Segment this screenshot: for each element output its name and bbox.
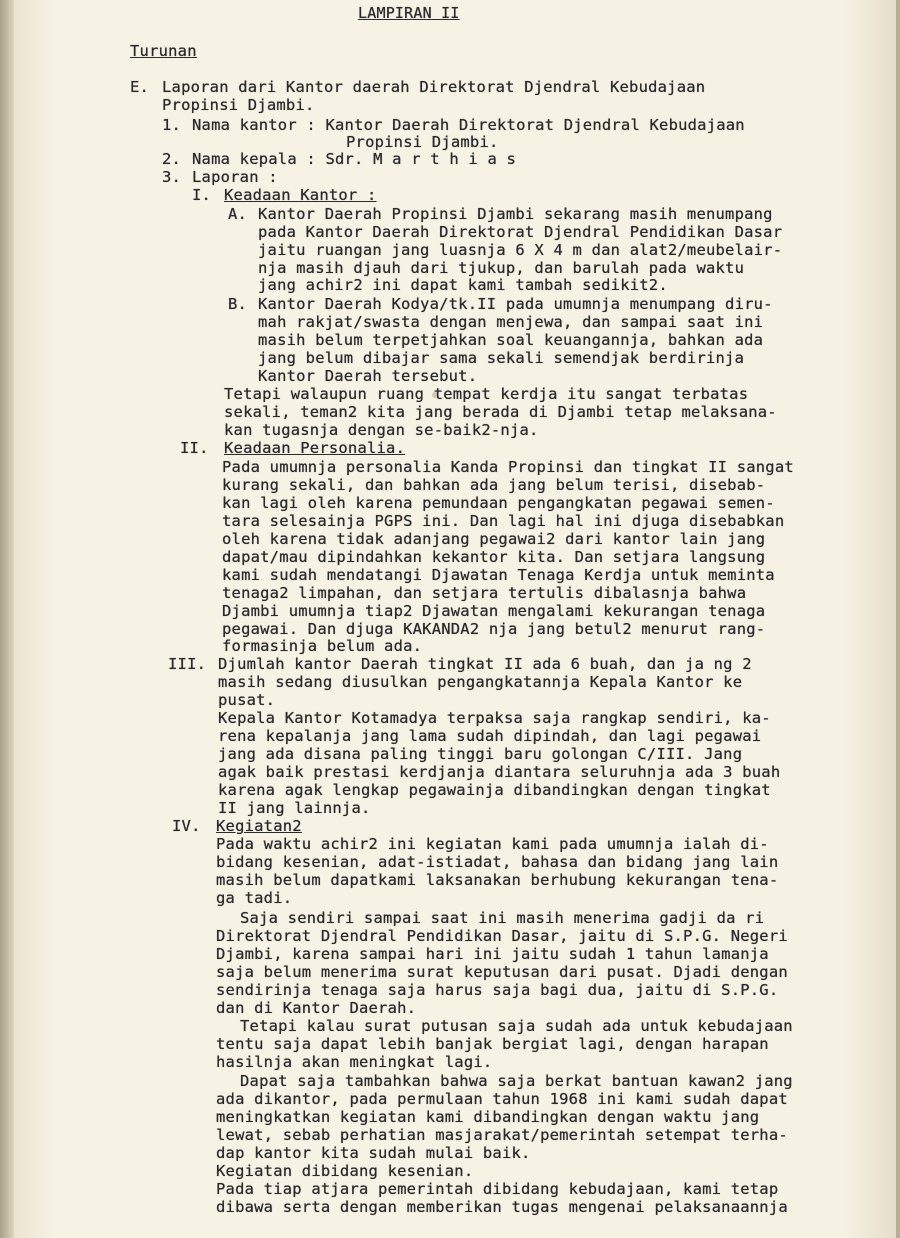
part-1-a-label: A. [228, 205, 248, 223]
part-4-p4-line: meningkatkan kegiatan kami dibandingkan dengan waktu jang [216, 1108, 760, 1126]
part-1-a-line: jaitu ruangan jang luasnja 6 X 4 m dan alat2/meubelair- [258, 241, 783, 259]
part-4-p1-line: masih belum dapatkami laksanakan berhubung kekurangan tena- [216, 871, 779, 889]
section-e-line: Propinsi Djambi. [162, 96, 315, 114]
part-4-p3-line: hasilnja akan meningkat lagi. [216, 1053, 493, 1071]
part-4-p2-line: dan di Kantor Daerah. [216, 999, 417, 1017]
part-4-p3-line: Tetapi kalau surat putusan saja sudah ada untuk kebudajaan [240, 1017, 793, 1035]
part-1-b-line: Kantor Daerah Kodya/tk.II pada umumnja menumpang diru- [258, 295, 773, 313]
part-3-line: II jang lainnja. [218, 799, 371, 817]
part-3-line: masih sedang diusulkan pengangkatannja Kepala Kantor ke [218, 673, 743, 691]
part-2-heading: Keadaan Personalia. [224, 439, 406, 457]
part-4-p2-line: Saja sendiri sampai saat ini masih menerima gadji da ri [240, 909, 765, 927]
part-1-closing-line: Tetapi walaupun ruang tempat kerdja itu sangat terbatas [224, 385, 749, 403]
part-2-line: kan lagi oleh karena pemundaan pengangkatan pegawai semen- [222, 494, 775, 512]
part-4-p4-line: lewat, sebab perhatian masjarakat/pemerintah setempat terha- [216, 1126, 788, 1144]
page-title: LAMPIRAN II [358, 4, 460, 22]
part-4-heading: Kegiatan2 [216, 817, 302, 835]
part-4-p1-line: Pada waktu achir2 ini kegiatan kami pada umumnja ialah di- [216, 835, 769, 853]
part-2-line: tara selesainja PGPS ini. Dan lagi hal ini djuga disebabkan [222, 512, 785, 530]
part-1-b-line: jang belum dibajar sama sekali semendjak berdirinja [258, 349, 745, 367]
part-1-closing-line: kan tugasnja dengan se-baik2-nja. [224, 421, 539, 439]
part-1-b-line: Kantor Daerah tersebut. [258, 367, 478, 385]
page-right-edge [896, 0, 900, 1238]
part-1-a-line: jang achir2 ini dapat kami tambah sedikit2. [258, 276, 668, 294]
part-3-label: III. [168, 655, 207, 673]
part-2-line: pegawai. Dan djuga KAKANDA2 nja jang betul2 menurut rang- [222, 620, 766, 638]
item-3-text: Laporan : [192, 168, 278, 186]
part-2-line: tenaga2 limpahan, dan setjara tertulis dibalasnja bahwa [222, 584, 747, 602]
item-1-line: Propinsi Djambi. [346, 133, 499, 151]
item-1-line: Nama kantor : Kantor Daerah Direktorat Djendral Kebudajaan [192, 116, 745, 134]
part-3-line: jang ada disana paling tinggi baru golongan C/III. Jang [218, 745, 743, 763]
part-1-label: I. [192, 186, 212, 204]
part-3-line: agak baik prestasi kerdjanja diantara seluruhnja ada 3 buah [218, 763, 781, 781]
part-4-p1-line: ga tadi. [216, 889, 293, 907]
part-2-line: dapat/mau dipindahkan kekantor kita. Dan setjara langsung [222, 548, 766, 566]
part-4-p4-line: Pada tiap atjara pemerintah dibidang kebudajaan, kami tetap [216, 1180, 779, 1198]
part-4-p3-line: tentu saja dapat lebih banjak bergiat lagi, dengan harapan [216, 1035, 769, 1053]
page-subtitle: Turunan [130, 42, 197, 60]
part-4-p4-line: dap kantor kita sudah mulai baik. [216, 1144, 531, 1162]
part-1-b-line: mah rakjat/swasta dengan menjewa, dan sampai saat ini [258, 313, 764, 331]
part-3-line: Djumlah kantor Daerah tingkat II ada 6 buah, dan ja ng 2 [218, 655, 752, 673]
part-4-label: IV. [172, 817, 201, 835]
part-2-line: oleh karena tidak adanjang pegawai2 dari kantor lain jang [222, 530, 766, 548]
part-3-line: Kepala Kantor Kotamadya terpaksa saja rangkap sendiri, ka- [218, 709, 771, 727]
part-3-line: rena kepalanja jang lama sudah dipindah, dan lagi pegawai [218, 727, 762, 745]
part-1-closing-line: sekali, teman2 kita jang berada di Djambi tetap melaksana- [224, 403, 777, 421]
item-3-label: 3. [162, 168, 182, 186]
part-4-p4-line: Kegiatan dibidang kesenian. [216, 1162, 474, 1180]
section-e-label: E. [130, 78, 150, 96]
part-4-p4-line: Dapat saja tambahkan bahwa saja berkat bantuan kawan2 jang [240, 1072, 793, 1090]
part-1-heading: Keadaan Kantor : [224, 186, 377, 204]
part-3-line: pusat. [218, 691, 276, 709]
part-2-line: Pada umumnja personalia Kanda Propinsi dan tingkat II sangat [222, 458, 794, 476]
part-2-line: formasinja belum ada. [222, 637, 423, 655]
part-4-p2-line: Djambi, karena sampai hari ini jaitu sudah 1 tahun lamanja [216, 945, 769, 963]
part-1-a-line: Kantor Daerah Propinsi Djambi sekarang masih menumpang [258, 205, 773, 223]
part-2-line: kami sudah mendatangi Djawatan Tenaga Kerdja untuk meminta [222, 566, 775, 584]
section-e-line: Laporan dari Kantor daerah Direktorat Djendral Kebudajaan [162, 78, 706, 96]
item-1-label: 1. [162, 116, 182, 134]
part-2-line: kurang sekali, dan bahkan ada jang belum terisi, disebab- [222, 476, 766, 494]
page-left-edge [0, 0, 14, 1238]
part-4-p4-line: ada dikantor, pada permulaan tahun 1968 ini kami sudah dapat [216, 1090, 788, 1108]
part-4-p4-line: dibawa serta dengan memberikan tugas mengenai pelaksanaannja [216, 1198, 788, 1216]
part-2-label: II. [180, 439, 209, 457]
part-4-p1-line: bidang kesenian, adat-istiadat, bahasa dan bidang jang lain [216, 853, 779, 871]
item-2-text: Nama kepala : Sdr. M a r t h i a s [192, 150, 517, 168]
part-1-a-line: pada Kantor Daerah Direktorat Djendral Pendidikan Dasar [258, 223, 783, 241]
part-3-line: karena agak lengkap pegawainja dibandingkan dengan tingkat [218, 781, 771, 799]
part-1-b-label: B. [228, 295, 248, 313]
item-2-label: 2. [162, 150, 182, 168]
part-4-p2-line: Direktorat Djendral Pendidikan Dasar, jaitu di S.P.G. Negeri [216, 927, 788, 945]
part-1-b-line: masih belum terpetjahkan soal keuangannja, bahkan ada [258, 331, 764, 349]
part-4-p2-line: saja belum menerima surat keputusan dari pusat. Djadi dengan [216, 963, 788, 981]
part-2-line: Djambi umumnja tiap2 Djawatan mengalami kekurangan tenaga [222, 602, 766, 620]
part-1-a-line: nja masih djauh dari tjukup, dan barulah pada waktu [258, 259, 745, 277]
part-4-p2-line: sendirinja tenaga saja harus saja bagi dua, jaitu di S.P.G. [216, 981, 779, 999]
